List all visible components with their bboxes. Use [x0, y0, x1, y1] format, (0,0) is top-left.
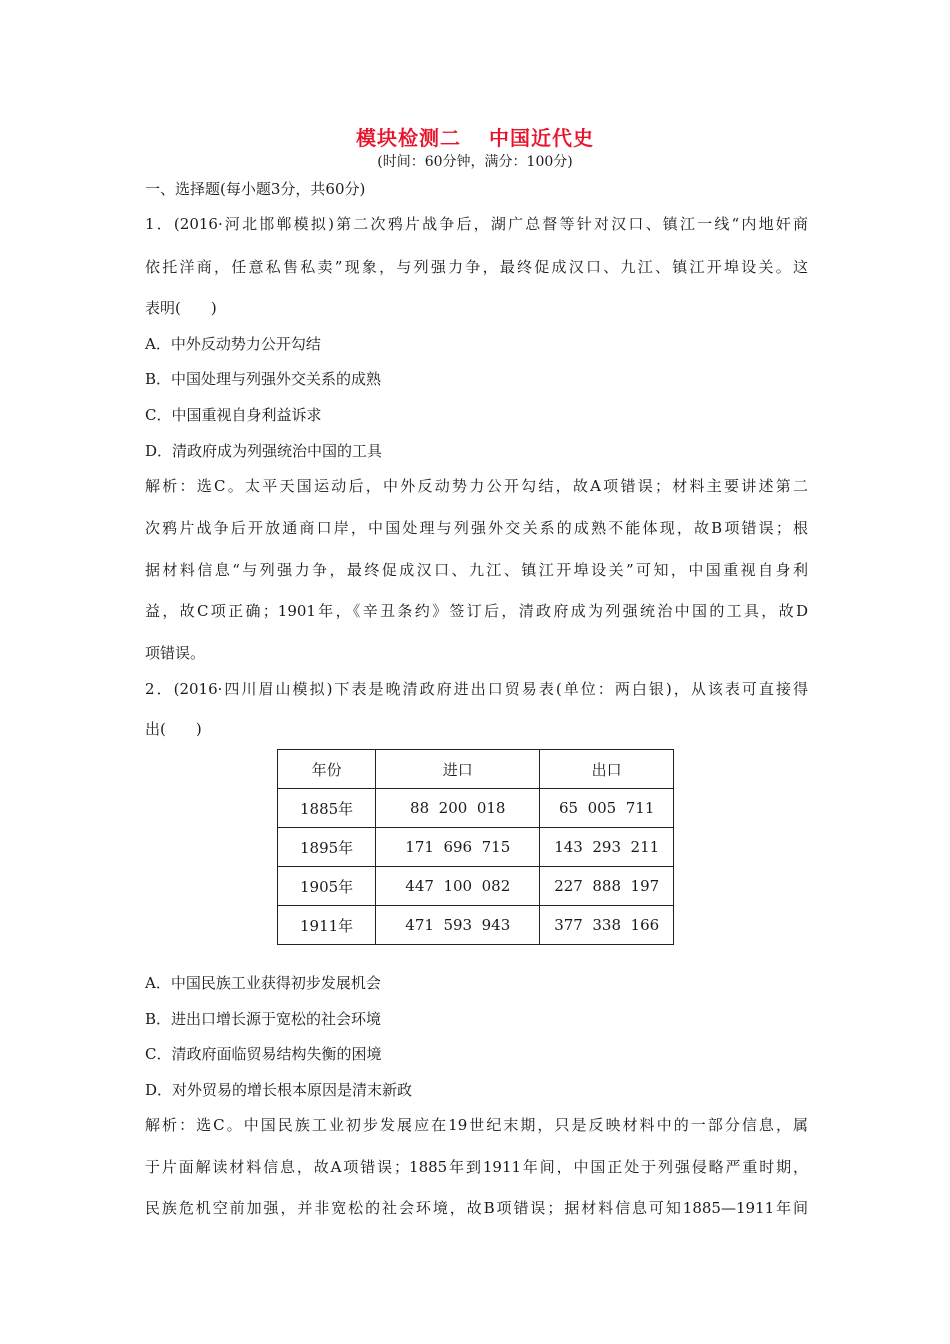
q2-stem-line: 出( ) [145, 720, 202, 738]
exam-info: (时间：60分钟，满分：100分) [377, 154, 573, 170]
header-cell-year: 年份 [278, 750, 376, 789]
q1-option-d: D．清政府成为列强统治中国的工具 [145, 442, 383, 460]
header-cell-import: 进口 [376, 750, 540, 789]
q2-analysis-line: 解析：选C。中国民族工业初步发展应在19世纪末期，只是反映材料中的一部分信息，属 [145, 1116, 808, 1134]
table-row [278, 828, 674, 867]
table-cell: 377 338 166 [540, 906, 674, 945]
q2-option-a: A．中国民族工业获得初步发展机会 [145, 974, 381, 992]
q1-stem-line: 依托洋商，任意私售私卖”现象，与列强力争，最终促成汉口、九江、镇江开埠设关。这 [145, 258, 808, 276]
table-cell: 143 293 211 [540, 828, 674, 867]
header-cell-export: 出口 [540, 750, 674, 789]
table-cell: 447 100 082 [376, 867, 540, 906]
page-title [0, 122, 950, 151]
q1-stem-line: 1．(2016·河北邯郸模拟)第二次鸦片战争后，湖广总督等针对汉口、镇江一线“内地奸商 [145, 215, 808, 233]
table-cell: 1905年 [278, 867, 376, 906]
table-row [278, 906, 674, 945]
table-cell: 1911年 [278, 906, 376, 945]
trade-table [277, 749, 674, 945]
q1-analysis-line: 益，故C项正确；1901年，《辛丑条约》签订后，清政府成为列强统治中国的工具，故D [145, 602, 808, 620]
title-part-1: 模块检测二 [356, 126, 461, 150]
table-cell: 1885年 [278, 789, 376, 828]
q1-option-b: B．中国处理与列强外交关系的成熟 [145, 370, 382, 388]
table-cell: 471 593 943 [376, 906, 540, 945]
table-header-row [278, 750, 674, 789]
q2-option-d: D．对外贸易的增长根本原因是清末新政 [145, 1081, 413, 1099]
q2-stem-line: 2．(2016·四川眉山模拟)下表是晚清政府进出口贸易表(单位：两白银)，从该表可直接得 [145, 680, 808, 698]
q2-analysis-line: 于片面解读材料信息，故A项错误；1885年到1911年间，中国正处于列强侵略严重时期， [145, 1158, 808, 1176]
title-part-2: 中国近代史 [489, 126, 594, 150]
q2-analysis-line: 民族危机空前加强，并非宽松的社会环境，故B项错误；据材料信息可知1885—1911年间 [145, 1199, 808, 1217]
q1-analysis-line: 据材料信息“与列强力争，最终促成汉口、九江、镇江开埠设关”可知，中国重视自身利 [145, 561, 808, 579]
section-heading: 一、选择题(每小题3分，共60分) [145, 180, 366, 198]
table-cell: 171 696 715 [376, 828, 540, 867]
table-row [278, 867, 674, 906]
table-cell: 1895年 [278, 828, 376, 867]
q1-analysis-line: 次鸦片战争后开放通商口岸，中国处理与列强外交关系的成熟不能体现，故B项错误；根 [145, 519, 808, 537]
table-cell: 88 200 018 [376, 789, 540, 828]
table-cell: 65 005 711 [540, 789, 674, 828]
q1-option-a: A．中外反动势力公开勾结 [145, 335, 321, 353]
table-cell: 227 888 197 [540, 867, 674, 906]
q1-analysis-line: 项错误。 [145, 644, 206, 662]
q1-stem-line: 表明( ) [145, 299, 217, 317]
q2-option-b: B．进出口增长源于宽松的社会环境 [145, 1010, 382, 1028]
q1-analysis-line: 解析：选C。太平天国运动后，中外反动势力公开勾结，故A项错误；材料主要讲述第二 [145, 477, 808, 495]
table-row [278, 789, 674, 828]
q1-option-c: C．中国重视自身利益诉求 [145, 406, 322, 424]
q2-option-c: C．清政府面临贸易结构失衡的困境 [145, 1045, 382, 1063]
